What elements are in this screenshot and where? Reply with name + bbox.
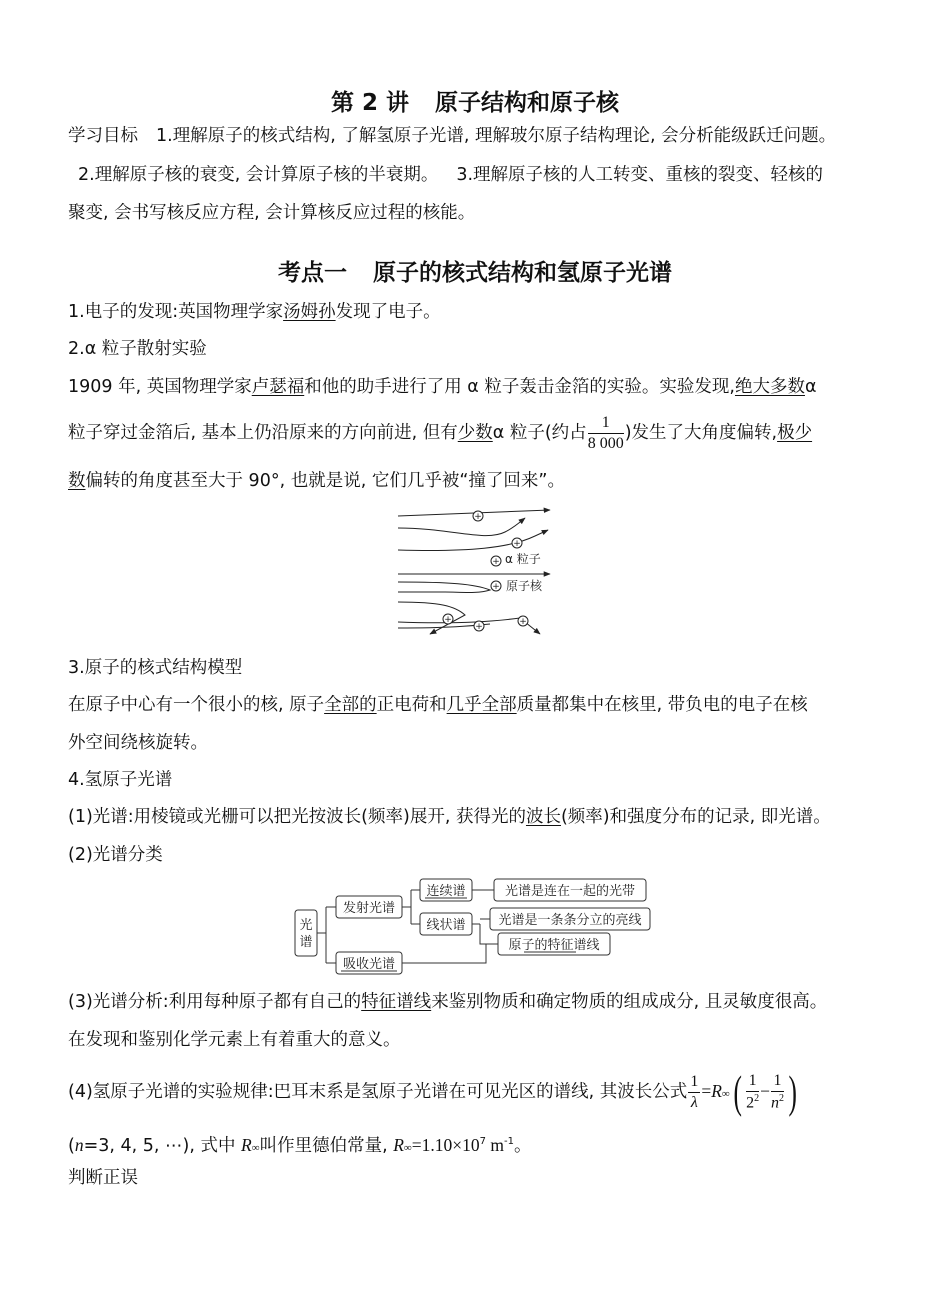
nucleus-label: 原子核 [506,579,543,593]
goal-1: 1.理解原子的核式结构, 了解氢原子光谱, 理解玻尔原子结构理论, 会分析能级跃迁问题。 [156,126,837,146]
unit: m [486,1134,505,1155]
text: 质量都集中在核里, 带负电的电子在核 [516,695,808,715]
line-link [472,919,490,924]
trajectory-backscatter [398,582,490,593]
section-name: 原子的核式结构和氢原子光谱 [373,260,672,286]
infinity-sub: ∞ [403,1141,412,1154]
frac-den: n [770,1094,779,1112]
answer-characteristic-lines: 特征谱线 [361,992,432,1012]
text: 发现了电子。 [335,302,441,322]
emission-label: 发射光谱 [342,901,396,916]
para-alpha-1 [68,375,890,399]
text: (3)光谱分析:利用每种原子都有自己的 [68,992,362,1012]
heading-hydrogen-spectrum: 4.氢原子光谱 [68,770,173,790]
trajectory-slight-up [398,530,548,550]
heading-true-false: 判断正误 [68,1168,138,1188]
goal-2: 2.理解原子核的衰变, 会计算原子核的半衰期。 [78,165,439,185]
desc-continuous-label: 光谱是连在一起的光带 [504,884,636,899]
plus-sign: + [475,622,483,632]
text: 1.电子的发现:英国物理学家 [68,302,284,322]
heading-nuclear-model: 3.原子的核式结构模型 [68,658,243,678]
continuous-label: 连续谱 [426,884,466,899]
text: =3, 4, 5, ⋯), 式中 [83,1135,242,1156]
answer-all: 全部的 [324,695,377,715]
line-label: 线状谱 [426,918,466,933]
left-paren: ( [733,1066,742,1117]
rydberg-value: =1.10×10 [411,1134,480,1155]
text: (频率)和强度分布的记录, 即光谱。 [560,807,831,827]
lesson-number: 第 2 讲 [330,90,410,116]
para-alpha-2 [68,413,890,453]
frac-num: 1 [688,1074,700,1093]
plus-sign: + [519,617,527,627]
answer-very-few-cont: 数 [68,471,86,491]
heading-alpha-experiment: 2.α 粒子散射实验 [68,339,207,359]
answer-most: 绝大多数 [734,377,805,397]
text: 和他的助手进行了用 α 粒子轰击金箔的实验。实验发现, [304,377,735,397]
para-alpha-3 [68,469,890,493]
para-model-2: 外空间绕核旋转。 [68,733,208,753]
spectrum-classification-diagram [290,872,660,976]
heading-spectrum-types: (2)光谱分类 [68,845,163,865]
frac-num: 1 [746,1073,759,1092]
goals-label: 学习目标 [68,126,138,146]
para-balmer [68,1066,890,1116]
section-label: 考点一 [278,260,347,286]
text: 正电荷和 [376,695,447,715]
text: )发生了大角度偏转, [624,423,778,443]
infinity-sub: ∞ [721,1088,730,1100]
fraction-1-lambda [688,1074,700,1111]
answer-almost-all: 几乎全部 [446,695,517,715]
alpha-particle-label: α 粒子 [505,552,541,566]
text: (4)氢原子光谱的实验规律:巴耳末系是氢原子光谱在可见光区的谱线, 其波长公式 [68,1082,688,1102]
plus-sign: + [513,539,521,549]
desc-line-label: 光谱是一条条分立的亮线 [498,913,642,928]
n-symbol: n [74,1134,84,1155]
trajectory-deflect-up [398,518,525,536]
absorption-label: 吸收光谱 [342,957,396,972]
fraction-1-8000 [588,415,624,452]
root-branch [317,907,336,963]
right-paren: ) [788,1066,797,1117]
minus: − [760,1081,770,1101]
text: 叫作里德伯常量, [259,1135,394,1156]
para-model-1 [68,693,890,717]
equals: = [701,1081,712,1101]
answer-very-few: 极少 [777,423,813,443]
answer-few: 少数 [457,423,493,443]
plus-sign: + [492,582,500,592]
text: 粒子穿过金箔后, 基本上仍沿原来的方向前进, 但有 [68,423,458,443]
root-label-bottom: 谱 [299,935,313,950]
emission-branch [402,890,420,924]
frac-num: 1 [588,415,624,434]
exponent: -1 [504,1136,514,1147]
trajectory-deflect-down-left [398,602,465,634]
desc-char-label: 原子的特征谱线 [508,938,600,953]
para-analysis-1 [68,990,890,1014]
text: 来鉴别物质和确定物质的组成成分, 且灵敏度很高。 [431,992,828,1012]
rydberg-symbol: R [393,1134,404,1155]
fraction-1-over-2-squared [746,1073,759,1111]
answer-wavelength: 波长 [525,807,561,827]
frac-num: 1 [771,1073,784,1092]
goals-line-1 [68,124,890,148]
plus-sign: + [444,615,452,625]
text: 1909 年, 英国物理学家 [68,377,252,397]
plus-sign: + [492,557,500,567]
para-analysis-2: 在发现和鉴别化学元素上有着重大的意义。 [68,1030,401,1050]
goal-3: 3.理解原子核的人工转变、重核的裂变、轻核的 [456,165,824,185]
text: (1)光谱:用棱镜或光栅可以把光按波长(频率)展开, 获得光的 [68,807,526,827]
frac-den: λ [690,1093,698,1111]
root-label-top: 光 [299,918,313,933]
goals-line-3 [68,201,890,225]
frac-den: 8 000 [587,434,624,452]
plus-sign: + [474,512,482,522]
answer-thomson: 汤姆孙 [283,302,336,322]
rydberg-symbol: R [711,1081,722,1101]
goal-3-cont: 聚变, 会书写核反应方程, 会计算核反应过程的核能。 [68,203,476,223]
section-title [0,258,950,288]
rydberg-symbol: R [241,1134,252,1155]
fraction-1-over-n-squared [771,1073,784,1111]
para-electron [68,300,890,324]
exponent: 2 [778,1092,784,1104]
frac-den: 2 [746,1094,755,1112]
text: ( [68,1135,75,1156]
goals-line-2 [68,163,890,187]
exponent: 7 [479,1136,487,1147]
absorption-char-link [402,944,486,963]
para-spectrum-def [68,805,890,829]
para-rydberg [68,1130,890,1160]
alpha-scattering-figure [390,500,570,642]
text: α [804,377,817,397]
lesson-name: 原子结构和原子核 [435,90,620,116]
text: 偏转的角度甚至大于 90°, 也就是说, 它们几乎被“撞了回来”。 [85,471,565,491]
text: α 粒子(约占 [492,423,587,443]
lesson-title [0,88,950,118]
text: 在原子中心有一个很小的核, 原子 [68,695,325,715]
infinity-sub: ∞ [251,1141,260,1154]
text: 。 [514,1135,532,1156]
answer-rutherford: 卢瑟福 [251,377,305,397]
exponent: 2 [754,1092,760,1104]
